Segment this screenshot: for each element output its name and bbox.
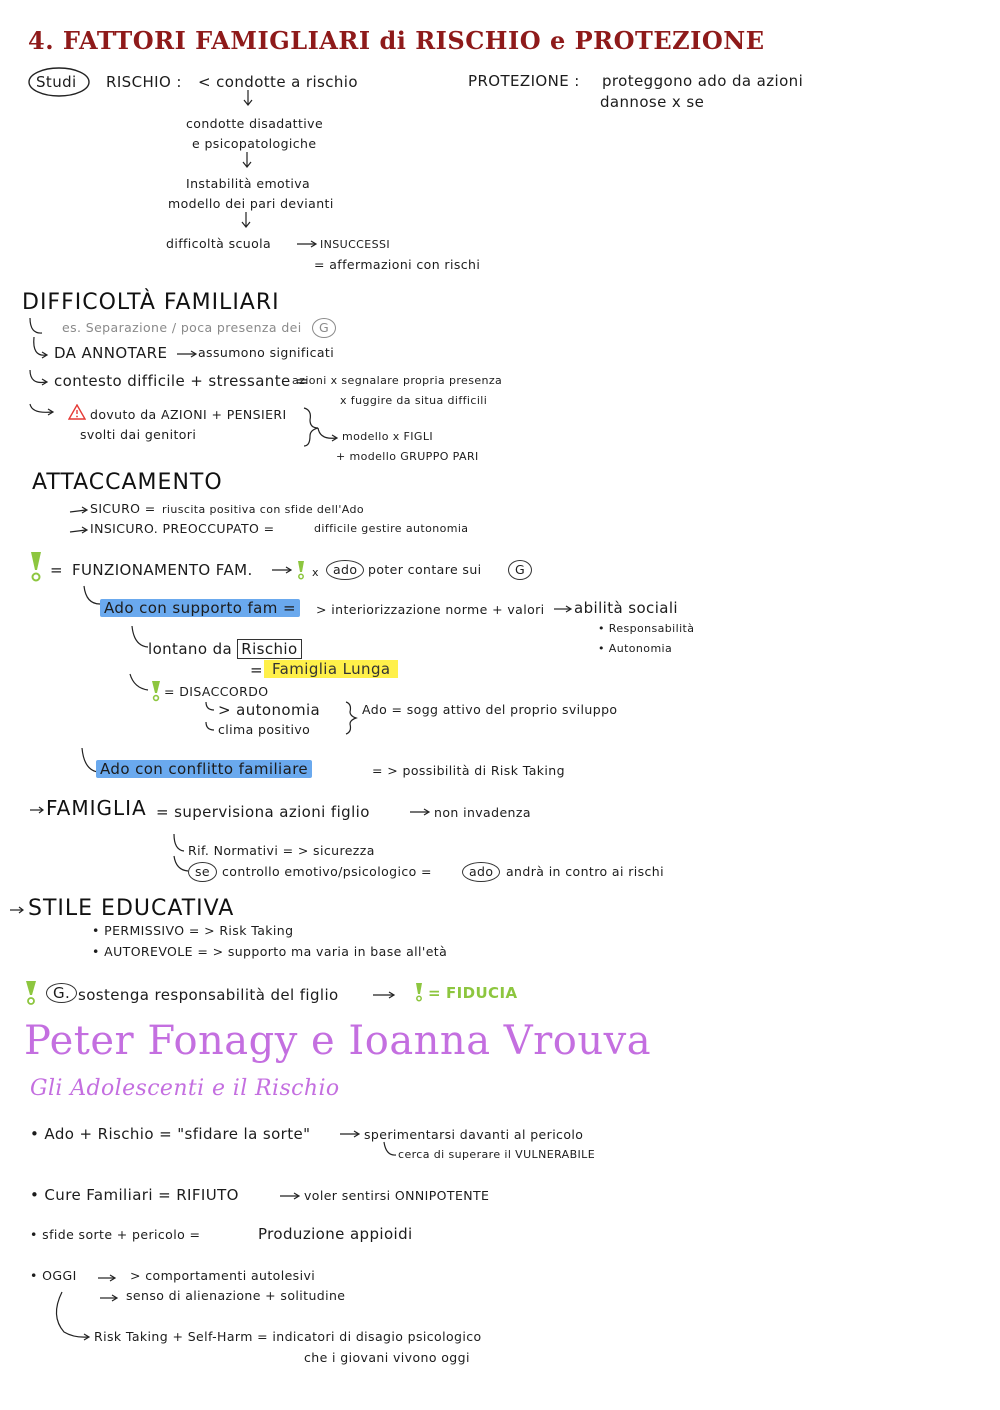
point-4-a: > comportamenti autolesivi — [130, 1268, 316, 1283]
page-title: 4. FATTORI FAMIGLIARI di RISCHIO e PROTEZIONE — [28, 26, 765, 55]
bullet-item: • Responsabilità — [598, 622, 695, 635]
affermazioni-label: = affermazioni con rischi — [314, 257, 481, 272]
g-circle-text: G. — [46, 983, 77, 1003]
point-1-tail: sperimentarsi davanti al pericolo — [364, 1127, 584, 1142]
poter-contare: poter contare sui — [368, 562, 482, 577]
protezione-label: PROTEZIONE : — [468, 72, 580, 90]
ado-circle — [462, 862, 500, 882]
point-2-tail: voler sentirsi ONNIPOTENTE — [304, 1188, 490, 1203]
supervisiona: = supervisiona azioni figlio — [156, 803, 370, 821]
abilita-sociali: abilità sociali — [574, 599, 678, 617]
point-4-c1: Risk Taking + Self-Harm = indicatori di disagio psicologico — [94, 1329, 482, 1344]
conflitto-label — [96, 760, 312, 778]
point-2-text: Cure Familiari = RIFIUTO — [44, 1186, 239, 1204]
point-1-sub: cerca di superare il VULNERABILE — [398, 1148, 596, 1161]
autonomia-label: > autonomia — [218, 701, 321, 719]
chain-item: e psicopatologiche — [192, 136, 317, 151]
insicuro-tail: difficile gestire autonomia — [314, 522, 469, 535]
bullet-item-text: Responsabilità — [608, 622, 695, 635]
insuccessi-label: INSUCCESSI — [320, 238, 391, 251]
annotare-tail: assumono significati — [198, 345, 335, 360]
autorevole: • AUTOREVOLE = > supporto ma varia in base all'età — [92, 944, 448, 959]
andra-rischi: andrà in contro ai rischi — [506, 864, 664, 879]
bullet-item: • Autonomia — [598, 642, 673, 655]
exclamation-icon — [296, 560, 306, 580]
fiducia-eq: = — [428, 984, 441, 1002]
contesto-tail-2: x fuggire da situa difficili — [340, 394, 488, 407]
non-invadenza: non invadenza — [434, 805, 531, 820]
bullet-item-text: Autonomia — [608, 642, 673, 655]
modello-gruppo-pari: + modello GRUPPO PARI — [336, 450, 479, 463]
fiducia-text: sostenga responsabilità del figlio — [78, 986, 339, 1004]
fonagy-subtitle: Gli Adolescenti e il Rischio — [30, 1076, 340, 1101]
funzionamento-eq: = — [50, 561, 63, 579]
point-3: • sfide sorte + pericolo = — [30, 1227, 201, 1242]
fiducia-label: FIDUCIA — [446, 984, 518, 1002]
contesto-label: contesto difficile + stressante = — [54, 372, 309, 390]
point-4: • OGGI — [30, 1268, 77, 1283]
g-circle: G — [312, 318, 336, 338]
dovuto-line-2: svolti dai genitori — [80, 427, 197, 442]
permissivo: • PERMISSIVO = > Risk Taking — [92, 923, 294, 938]
exclamation-icon — [24, 980, 38, 1006]
lontano-label — [148, 640, 302, 658]
g-circle — [46, 983, 77, 1003]
point-1-text: Ado + Rischio = "sfidare la sorte" — [44, 1125, 311, 1143]
conflitto-highlight: Ado con conflitto familiare — [96, 760, 312, 778]
point-1: • Ado + Rischio = "sfidare la sorte" — [30, 1125, 311, 1143]
exclamation-icon — [28, 550, 44, 582]
point-2: • Cure Familiari = RIFIUTO — [30, 1186, 239, 1204]
chain-item: modello dei pari devianti — [168, 196, 334, 211]
annotare-label: DA ANNOTARE — [54, 344, 168, 362]
g-circle-text: G — [508, 560, 532, 580]
point-3-text: sfide sorte + pericolo = — [42, 1227, 201, 1242]
autorevole-text: AUTOREVOLE = > supporto ma varia in base all'età — [104, 944, 448, 959]
supporto-highlight: Ado con supporto fam = — [100, 599, 300, 617]
rischio-label: RISCHIO : — [106, 73, 182, 91]
ado-circle-text: ado — [462, 862, 500, 882]
chain-item: condotte disadattive — [186, 116, 324, 131]
difficolta-example-text: es. Separazione / poca presenza dei — [62, 320, 302, 335]
difficolta-heading: DIFFICOLTÀ FAMILIARI — [22, 290, 280, 315]
se-circle — [188, 862, 217, 882]
difficolta-example — [62, 318, 336, 338]
insicuro-label: INSICURO. PREOCCUPATO = — [90, 521, 275, 536]
soggetto-attivo: Ado = sogg attivo del proprio sviluppo — [362, 702, 618, 717]
famiglia-lunga — [264, 660, 398, 678]
disaccordo-label: = DISACCORDO — [164, 684, 269, 699]
rif-normativi: Rif. Normativi = > sicurezza — [188, 843, 375, 858]
dovuto-line-1: dovuto da AZIONI + PENSIERI — [90, 407, 287, 422]
protezione-line-2: dannose x se — [600, 93, 705, 111]
famiglia-label: FAMIGLIA — [46, 796, 147, 820]
funzionamento-x: x — [312, 566, 319, 579]
exclamation-icon — [414, 982, 424, 1002]
stile-heading: STILE EDUCATIVA — [28, 896, 235, 921]
supporto-label — [100, 599, 300, 617]
point-4-c2: che i giovani vivono oggi — [304, 1350, 470, 1365]
protezione-line-1: proteggono ado da azioni — [602, 72, 804, 90]
sicuro-tail: riuscita positiva con sfide dell'Ado — [162, 503, 365, 516]
point-3-b: Produzione appioidi — [258, 1225, 413, 1243]
fonagy-title: Peter Fonagy e Ioanna Vrouva — [24, 1018, 652, 1064]
controllo-label: controllo emotivo/psicologico = — [222, 864, 432, 879]
exclamation-icon — [150, 680, 162, 702]
chain-item: difficoltà scuola — [166, 236, 272, 251]
famiglia-lunga-highlight: Famiglia Lunga — [264, 660, 398, 678]
point-4-text: OGGI — [42, 1268, 77, 1283]
permissivo-text: PERMISSIVO = > Risk Taking — [104, 923, 294, 938]
g-circle — [508, 560, 532, 580]
warning-triangle-icon — [68, 404, 86, 420]
lontano-text: lontano da — [148, 640, 233, 658]
famiglia-lunga-eq: = — [250, 661, 263, 679]
conflitto-tail: = > possibilità di Risk Taking — [372, 763, 565, 778]
studi-circle-label: Studi — [36, 73, 77, 91]
rischio-box: Rischio — [237, 639, 301, 659]
rischio-value: < condotte a rischio — [198, 73, 358, 91]
ado-circle — [326, 560, 364, 580]
contesto-tail-1: azioni x segnalare propria presenza — [292, 374, 503, 387]
attaccamento-heading: ATTACCAMENTO — [32, 470, 223, 495]
sicuro-label: SICURO = — [90, 501, 156, 516]
funzionamento-label: FUNZIONAMENTO FAM. — [72, 561, 253, 579]
interiorizzazione: > interiorizzazione norme + valori — [316, 602, 545, 617]
modello-figli: modello x FIGLI — [342, 430, 434, 443]
chain-item: Instabilità emotiva — [186, 176, 311, 191]
point-4-b: senso di alienazione + solitudine — [126, 1288, 346, 1303]
ado-circle-text: ado — [326, 560, 364, 580]
se-circle-text: se — [188, 862, 217, 882]
clima-label: clima positivo — [218, 722, 311, 737]
